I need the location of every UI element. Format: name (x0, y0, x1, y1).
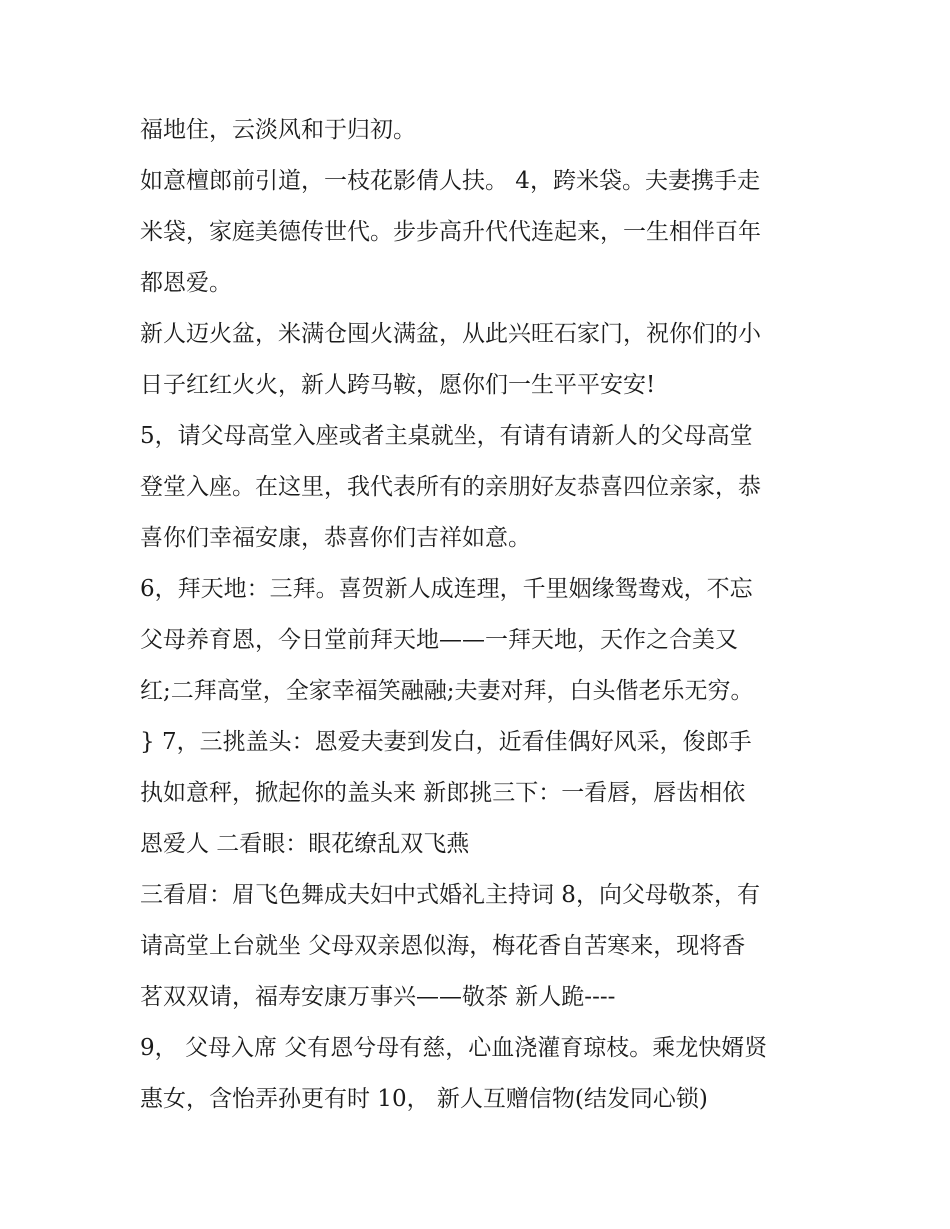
text-line: 执如意秤，掀起你的盖头来 新郎挑三下：一看唇，唇齿相依 (140, 780, 746, 806)
text-line: 红;二拜高堂，全家幸福笑融融;夫妻对拜，白头偕老乐无穷。 (140, 678, 754, 704)
text-line: 父母养育恩，今日堂前拜天地——一拜天地，天作之合美又 (140, 627, 738, 653)
text-line: 茗双双请，福寿安康万事兴——敬茶 新人跪---- (140, 984, 616, 1010)
text-line: 日子红红火火，新人跨马鞍，愿你们一生平平安安! (140, 372, 656, 398)
text-line: 惠女，含怡弄孙更有时 10， 新人互赠信物(结发同心锁) (140, 1086, 708, 1112)
text-line: 5，请父母高堂入座或者主桌就坐，有请有请新人的父母高堂 (140, 423, 753, 449)
text-line: 都恩爱。 (140, 270, 232, 296)
text-line: 6，拜天地：三拜。喜贺新人成连理，千里姻缘鸳鸯戏，不忘 (140, 576, 753, 602)
text-line: 三看眉：眉飞色舞成夫妇中式婚礼主持词 8，向父母敬茶，有 (140, 882, 760, 908)
text-line: 恩爱人 二看眼：眼花缭乱双飞燕 (140, 831, 470, 857)
document-body (140, 105, 820, 1125)
text-line: 请高堂上台就坐 父母双亲恩似海，梅花香自苦寒来，现将香 (140, 933, 746, 959)
text-line: 登堂入座。在这里，我代表所有的亲朋好友恭喜四位亲家，恭 (140, 474, 761, 500)
text-line: 喜你们幸福安康，恭喜你们吉祥如意。 (140, 525, 531, 551)
text-line: } 7，三挑盖头：恩爱夫妻到发白，近看佳偶好风采，俊郎手 (140, 729, 752, 755)
text-line: 米袋，家庭美德传世代。步步高升代代连起来，一生相伴百年 (140, 219, 761, 245)
text-line: 9， 父母入席 父有恩兮母有慈，心血浇灌育琼枝。乘龙快婿贤 (140, 1035, 768, 1061)
text-line: 如意檀郎前引道，一枝花影倩人扶。 4，跨米袋。夫妻携手走 (140, 168, 760, 194)
text-line: 福地住，云淡风和于归初。 (140, 117, 416, 143)
text-line: 新人迈火盆，米满仓囤火满盆，从此兴旺石家门，祝你们的小 (140, 321, 761, 347)
